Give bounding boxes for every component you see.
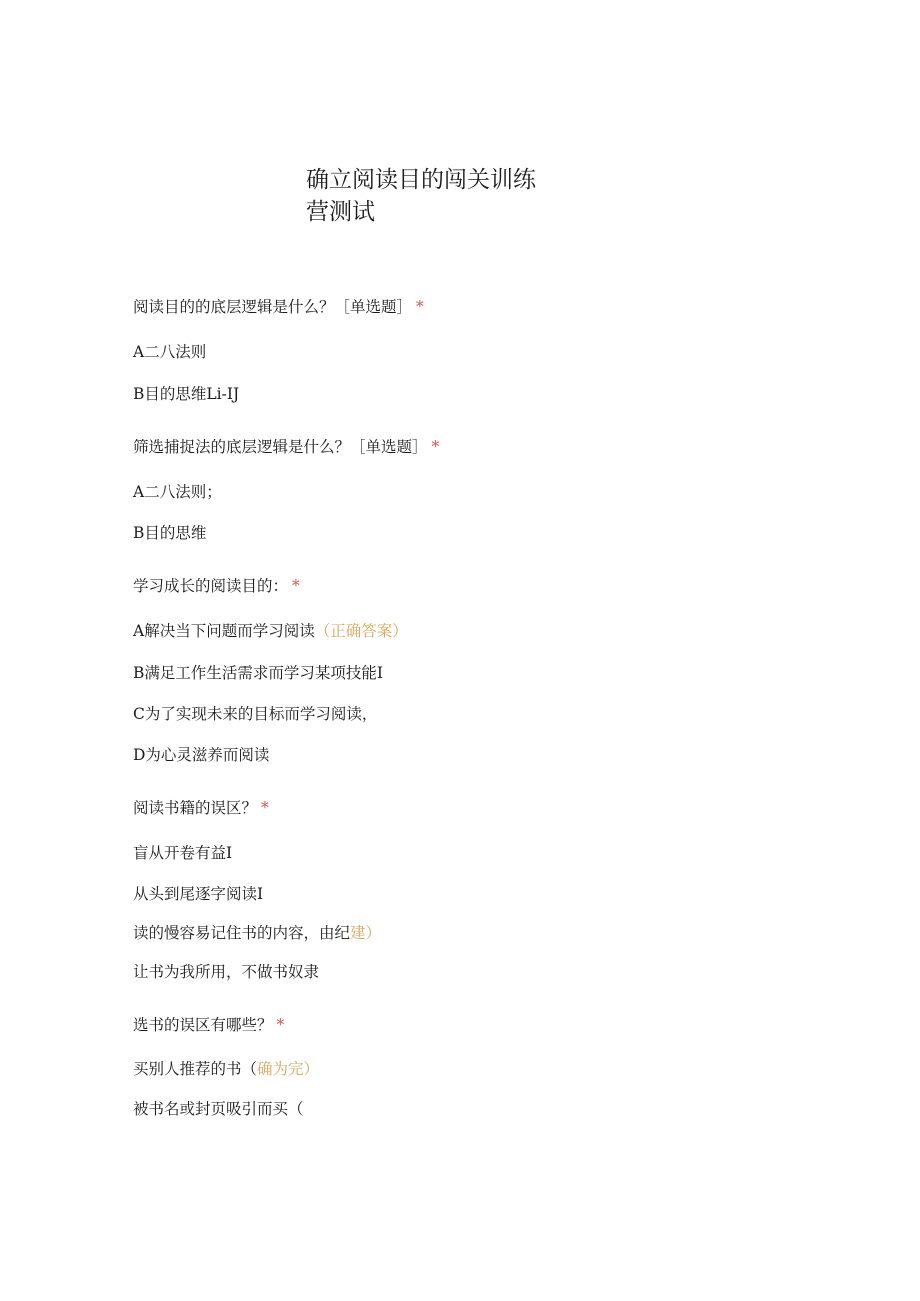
correct-answer-label: （正确答案） <box>314 622 408 640</box>
question-5-text: 选书的误区有哪些？ <box>133 1016 273 1034</box>
question-1 <box>133 297 424 317</box>
question-4-text: 阅读书籍的误区？ <box>133 799 258 817</box>
option-text: 读的慢容易记住书的内容，由纪 <box>133 924 351 942</box>
required-mark: * <box>431 438 440 456</box>
required-mark: * <box>276 1016 285 1034</box>
question-1-text: 阅读目的的底层逻辑是什么？［单选题］ <box>133 298 413 316</box>
required-mark: * <box>292 577 300 595</box>
answer-fragment: 确为完） <box>257 1060 320 1078</box>
question-5-option-2[interactable]: 被书名或封页吸引而买（ <box>133 1100 304 1118</box>
question-2-option-a[interactable]: A二八法则； <box>133 483 222 501</box>
option-text: 买别人推荐的书（ <box>133 1060 258 1078</box>
question-4-option-3[interactable] <box>133 923 381 943</box>
question-4 <box>133 798 269 818</box>
question-4-option-2[interactable]: 从头到尾逐字阅读I <box>133 885 264 903</box>
question-5-option-1[interactable] <box>133 1059 319 1079</box>
question-3-text: 学习成长的阅读目的： <box>133 577 289 595</box>
question-2 <box>133 437 439 457</box>
required-mark: * <box>416 298 424 316</box>
question-1-option-a[interactable]: A二八法则 <box>133 343 207 361</box>
question-4-option-1[interactable]: 盲从开卷有益I <box>133 844 233 862</box>
question-3-option-b[interactable]: B满足工作生活需求而学习某项技能I <box>133 664 384 682</box>
option-text: A解决当下问题而学习阅读 <box>133 622 315 640</box>
page-title: 确立阅读目的闯关训练营测试 <box>306 167 536 225</box>
question-3-option-c[interactable]: C为了实现未来的目标而学习阅读， <box>133 705 378 723</box>
question-2-option-b[interactable]: B目的思维 <box>133 524 207 542</box>
question-1-option-b[interactable]: B目的思维Li-IJ <box>133 385 240 403</box>
answer-fragment: 建） <box>350 924 382 942</box>
question-4-option-4[interactable]: 让书为我所用，不做书奴隶 <box>133 963 320 981</box>
question-3 <box>133 576 300 596</box>
question-3-option-d[interactable]: D为心灵滋养而阅读 <box>133 746 270 764</box>
question-5 <box>133 1015 284 1035</box>
required-mark: * <box>261 799 269 817</box>
question-2-text: 筛选捕捉法的底层逻辑是什么？［单选题］ <box>133 438 428 456</box>
question-3-option-a[interactable] <box>133 621 408 641</box>
